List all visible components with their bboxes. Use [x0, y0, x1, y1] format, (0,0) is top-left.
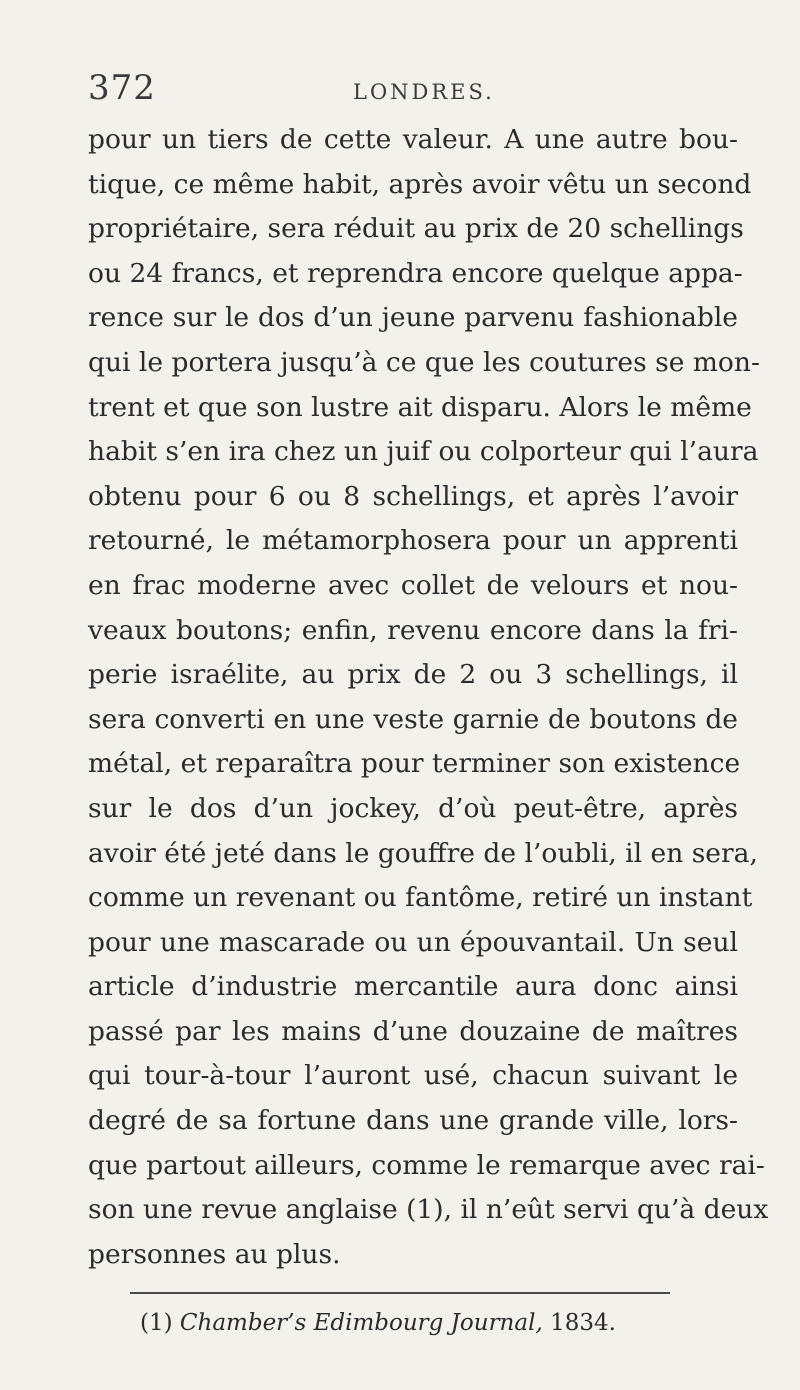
text-line: article d’industrie mercantile aura donc ainsi	[88, 971, 738, 1003]
footnote-source: Chamber’s Edimbourg Journal,	[179, 1310, 543, 1336]
page-number: 372	[88, 68, 156, 108]
text-line: retourné, le métamorphosera pour un apprenti	[88, 525, 738, 557]
text-line: tique, ce même habit, après avoir vêtu un second	[88, 168, 752, 200]
page-header	[88, 68, 728, 108]
text-line: qui tour-à-tour l’auront usé, chacun suivant le	[88, 1060, 738, 1092]
text-line: veaux boutons; enfin, revenu encore dans la fri-	[88, 614, 738, 646]
text-line: pour un tiers de cette valeur. A une autre bou-	[88, 124, 738, 155]
text-line: avoir été jeté dans le gouffre de l’oubli, il en sera,	[88, 837, 758, 869]
text-line: que partout ailleurs, comme le remarque avec rai-	[88, 1149, 765, 1181]
footnote-year: 1834.	[550, 1310, 616, 1336]
running-title: LONDRES.	[353, 80, 495, 104]
text-line: propriétaire, sera réduit au prix de 20 schellings	[88, 213, 744, 245]
text-line: perie israélite, au prix de 2 ou 3 schellings, il	[88, 659, 738, 691]
text-line: comme un revenant ou fantôme, retiré un instant	[88, 882, 753, 914]
text-line: métal, et reparaîtra pour terminer son existence	[88, 748, 741, 780]
body-paragraph	[88, 118, 769, 1277]
text-line: obtenu pour 6 ou 8 schellings, et après l’avoir	[88, 480, 738, 512]
text-line: en frac moderne avec collet de velours et nou-	[88, 569, 738, 601]
footnote-divider	[130, 1292, 670, 1294]
text-line: ou 24 francs, et reprendra encore quelque appa-	[88, 257, 743, 289]
text-line: habit s’en ira chez un juif ou colporteur qui l’aura	[88, 436, 759, 468]
text-line: qui le portera jusqu’à ce que les coutures se mon-	[88, 346, 760, 378]
text-line: sera converti en une veste garnie de boutons de	[88, 703, 738, 735]
text-line: rence sur le dos d’un jeune parvenu fashionable	[88, 302, 738, 334]
text-line: personnes au plus.	[88, 1238, 341, 1270]
footnote-marker: (1)	[140, 1310, 173, 1336]
text-line: son une revue anglaise (1), il n’eût servi qu’à deux	[88, 1194, 769, 1226]
text-line: pour une mascarade ou un épouvantail. Un seul	[88, 926, 738, 958]
text-line: passé par les mains d’une douzaine de maîtres	[88, 1015, 738, 1047]
text-line: sur le dos d’un jockey, d’où peut-être, après	[88, 792, 738, 824]
footnote	[140, 1310, 616, 1336]
text-line: trent et que son lustre ait disparu. Alors le même	[88, 391, 752, 423]
text-line: degré de sa fortune dans une grande ville, lors-	[88, 1105, 738, 1137]
